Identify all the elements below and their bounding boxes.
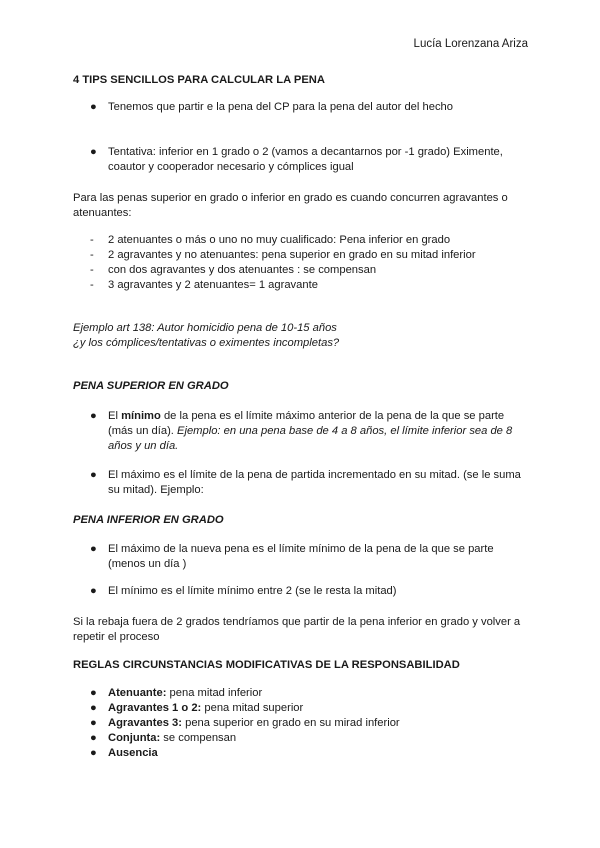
bullet-icon: ●	[90, 717, 97, 729]
intro-paragraph: Para las penas superior en grado o inferior en grado es cuando concurren agravantes o atenuantes:	[73, 192, 508, 219]
bullet-icon: ●	[90, 469, 97, 481]
inferior-heading: PENA INFERIOR EN GRADO	[73, 514, 224, 526]
bullet-icon: ●	[90, 146, 97, 158]
bullet-icon: ●	[90, 687, 97, 699]
bullet-icon: ●	[90, 543, 97, 555]
dash-marker: -	[90, 234, 94, 246]
example-line-2: ¿y los cómplices/tentativas o eximentes incompletas?	[73, 337, 340, 349]
dash-marker: -	[90, 279, 94, 291]
author-name: Lucía Lorenzana Ariza	[413, 38, 528, 50]
rebaja-paragraph: Si la rebaja fuera de 2 grados tendríamos que partir de la pena inferior en grado y volver a repetir el proceso	[73, 616, 521, 643]
superior-heading: PENA SUPERIOR EN GRADO	[73, 380, 229, 392]
bullet-icon: ●	[90, 410, 97, 422]
reglas-heading: REGLAS CIRCUNSTANCIAS MODIFICATIVAS DE LA RESPONSABILIDAD	[73, 659, 460, 671]
example-line-1: Ejemplo art 138: Autor homicidio pena de 10-15 años	[73, 322, 337, 334]
bullet-icon: ●	[90, 702, 97, 714]
dash-marker: -	[90, 249, 94, 261]
bullet-icon: ●	[90, 585, 97, 597]
bullet-icon: ●	[90, 101, 97, 113]
bullet-icon: ●	[90, 747, 97, 759]
document-title: 4 TIPS SENCILLOS PARA CALCULAR LA PENA	[73, 74, 325, 86]
bullet-icon: ●	[90, 732, 97, 744]
dash-marker: -	[90, 264, 94, 276]
